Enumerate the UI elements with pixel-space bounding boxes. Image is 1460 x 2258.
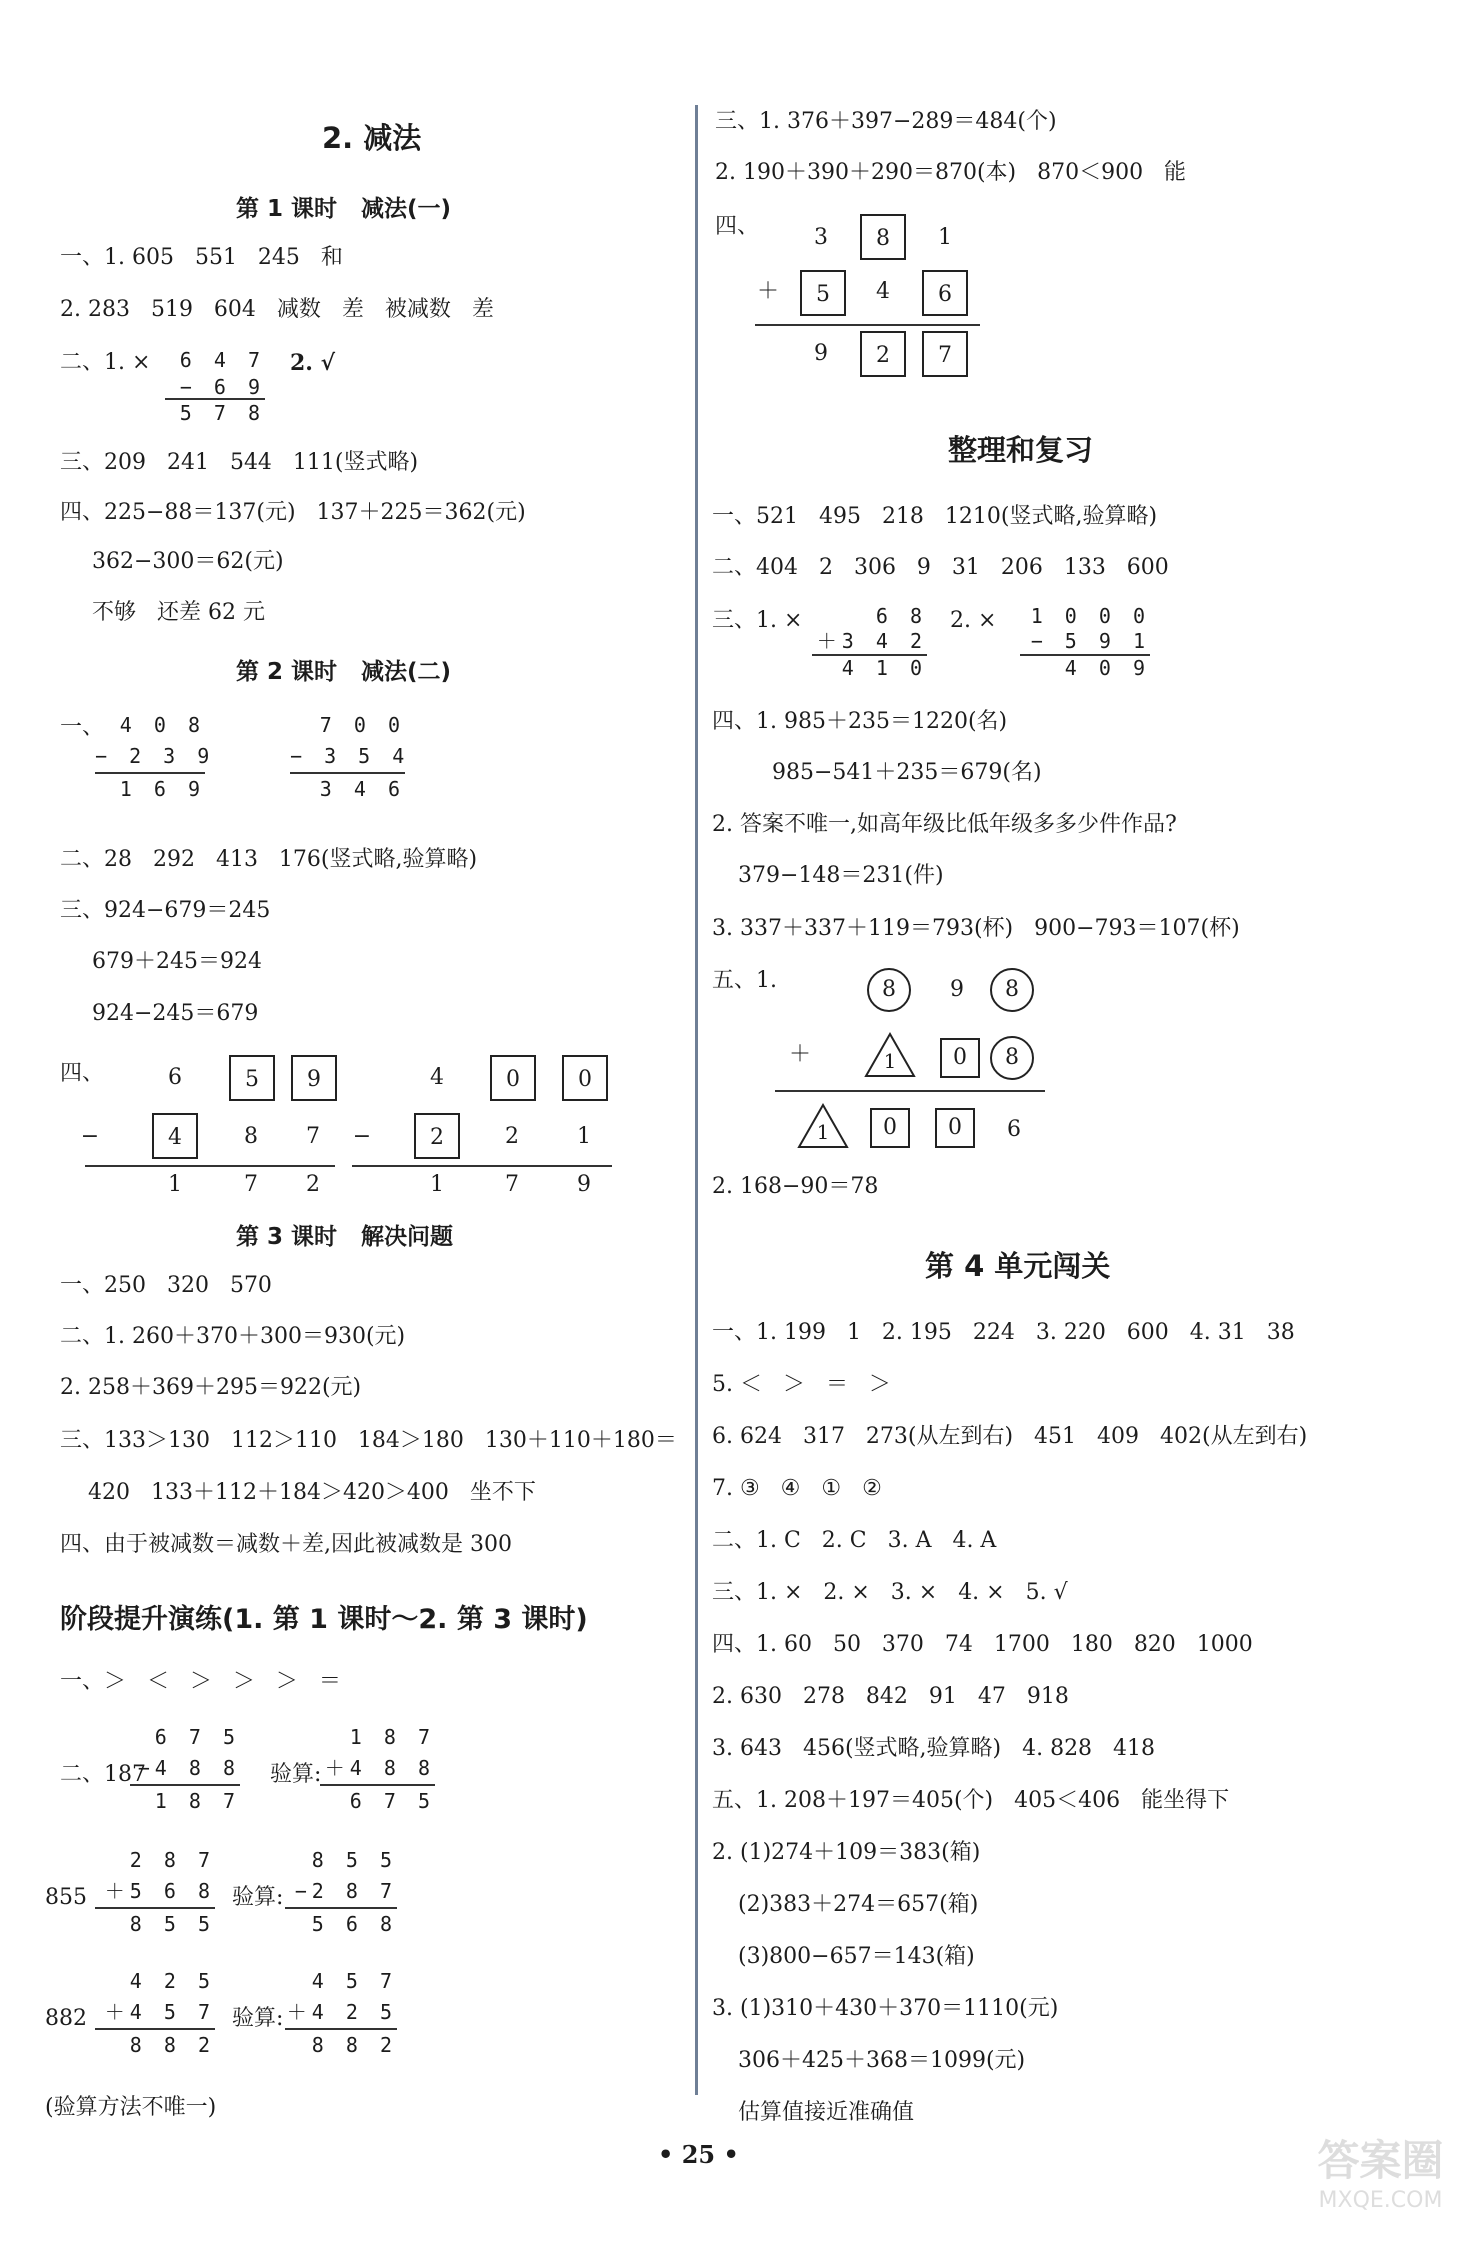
review-line9: 五、1. xyxy=(712,968,777,993)
lesson2-heading: 第 2 课时 减法(二) xyxy=(236,659,452,685)
lesson2-p1: 一、 xyxy=(60,715,105,740)
review-line2: 二、404 2 306 9 31 206 133 600 xyxy=(712,555,1169,580)
triangle-digit: 1 xyxy=(816,1120,830,1144)
answer-box: 5 xyxy=(229,1055,275,1101)
unit-line13: (3)800−657＝143(箱) xyxy=(738,1944,975,1969)
lesson1-line3a: 二、1. × xyxy=(60,350,151,375)
answer-box: 0 xyxy=(562,1055,608,1101)
lesson3-line2: 二、1. 260＋370＋300＝930(元) xyxy=(60,1324,406,1349)
puzzle-digit: 2 xyxy=(306,1172,320,1197)
right-p4: 四、 xyxy=(715,214,760,239)
calc-row: 1 8 7 xyxy=(349,1725,435,1749)
answer-box: 7 xyxy=(922,331,968,377)
calc-result: 5 7 8 xyxy=(165,398,265,426)
calc-row: − 6 9 xyxy=(179,375,265,399)
calc-result: 3 4 6 xyxy=(290,772,405,805)
puzzle-digit: 9 xyxy=(814,341,828,366)
watermark-logo: 答案圈 MXQE.COM xyxy=(1317,2136,1444,2213)
calc-result: 1 6 9 xyxy=(95,772,205,805)
check-label: 验算: xyxy=(232,1885,284,1910)
calc-row: − 2 3 9 xyxy=(95,744,215,768)
answer-box: 0 xyxy=(935,1108,975,1148)
vertical-calc xyxy=(95,1845,215,1940)
calc-row: 6 8 xyxy=(875,604,927,628)
lesson3-line6: 四、由于被减数＝减数＋差,因此被减数是 300 xyxy=(60,1532,512,1557)
stage-note: (验算方法不唯一) xyxy=(45,2095,217,2120)
calc-row: 2 8 7 xyxy=(129,1848,215,1872)
puzzle-digit: 3 xyxy=(814,225,828,250)
unit-line11: 2. (1)274＋109＝383(箱) xyxy=(712,1840,981,1865)
puzzle-digit: 7 xyxy=(306,1124,320,1149)
right-line2: 2. 190＋390＋290＝870(本) 870＜900 能 xyxy=(715,160,1187,185)
lesson1-line4: 三、209 241 544 111(竖式略) xyxy=(60,450,419,475)
lesson2-line3: 三、924−679＝245 xyxy=(60,898,271,923)
puzzle-digit: 9 xyxy=(950,977,964,1002)
answer-box: 0 xyxy=(490,1055,536,1101)
lesson1-line3b: 2. √ xyxy=(290,350,336,376)
answer-box: 4 xyxy=(152,1113,198,1159)
answer-box: 2 xyxy=(860,331,906,377)
puzzle-digit: 1 xyxy=(430,1172,444,1197)
calc-row: ＋3 4 2 xyxy=(816,629,927,653)
vertical-verify xyxy=(320,1722,435,1817)
unit-line7: 四、1. 60 50 370 74 1700 180 820 1000 xyxy=(712,1632,1253,1657)
unit-line15: 306＋425＋368＝1099(元) xyxy=(738,2048,1026,2073)
calc-row: ＋4 2 5 xyxy=(286,2000,397,2024)
unit-line9: 3. 643 456(竖式略,验算略) 4. 828 418 xyxy=(712,1736,1156,1761)
answer-box: 2 xyxy=(414,1113,460,1159)
lesson3-line1: 一、250 320 570 xyxy=(60,1273,272,1298)
answer-triangle xyxy=(864,1032,916,1078)
stage-row-label: 882 xyxy=(45,2006,87,2031)
vertical-calc-a xyxy=(95,710,215,805)
puzzle-rule xyxy=(755,324,980,326)
answer-box: 0 xyxy=(870,1108,910,1148)
calc-result: 1 8 7 xyxy=(130,1784,240,1817)
calc-row: ＋4 8 8 xyxy=(324,1756,435,1780)
right-line1: 三、1. 376＋397−289＝484(个) xyxy=(715,109,1057,134)
unit-line5: 二、1. C 2. C 3. A 4. A xyxy=(712,1528,997,1553)
unit-line14: 3. (1)310＋430＋370＝1110(元) xyxy=(712,1996,1059,2021)
lesson1-line7: 不够 还差 62 元 xyxy=(92,600,265,625)
puzzle-digit: 2 xyxy=(505,1124,519,1149)
operator: ＋ xyxy=(756,279,779,304)
answer-box: 9 xyxy=(291,1055,337,1101)
lesson1-line5: 四、225−88＝137(元) 137＋225＝362(元) xyxy=(60,500,526,525)
unit-line16: 估算值接近准确值 xyxy=(738,2100,915,2125)
lesson1-heading: 第 1 课时 减法(一) xyxy=(236,196,452,222)
answer-box: 0 xyxy=(940,1038,980,1078)
review-line1: 一、521 495 218 1210(竖式略,验算略) xyxy=(712,504,1158,529)
calc-row: 4 0 8 xyxy=(119,713,205,737)
answer-triangle xyxy=(797,1103,849,1149)
calc-row: 4 5 7 xyxy=(311,1969,397,1993)
unit-line2: 5. ＜ ＞ ＝ ＞ xyxy=(712,1372,891,1397)
lesson3-line4: 三、133＞130 112＞110 184＞180 130＋110＋180＝ xyxy=(60,1428,677,1453)
vertical-calc xyxy=(95,1966,215,2061)
check-label: 验算: xyxy=(270,1762,322,1787)
lesson2-line5: 924−245＝679 xyxy=(92,1001,259,1026)
answer-box: 6 xyxy=(922,270,968,316)
review-line5: 985−541＋235＝679(名) xyxy=(772,760,1042,785)
calc-row: ＋5 6 8 xyxy=(104,1879,215,1903)
lesson1-line6: 362−300＝62(元) xyxy=(92,549,284,574)
lesson2-line2: 二、28 292 413 176(竖式略,验算略) xyxy=(60,847,478,872)
calc-row: 8 5 5 xyxy=(311,1848,397,1872)
unit-line12: (2)383＋274＝657(箱) xyxy=(738,1892,979,1917)
puzzle-digit: 4 xyxy=(876,279,890,304)
unit-line1: 一、1. 199 1 2. 195 224 3. 220 600 4. 31 38 xyxy=(712,1320,1295,1345)
operator: ＋ xyxy=(788,1042,811,1067)
puzzle-digit: 1 xyxy=(577,1124,591,1149)
calc-row: 7 0 0 xyxy=(319,713,405,737)
review-line10: 2. 168−90＝78 xyxy=(712,1174,879,1199)
review-line3b: 2. × xyxy=(950,608,997,633)
calc-result: 5 6 8 xyxy=(285,1907,397,1940)
lesson3-heading: 第 3 课时 解决问题 xyxy=(236,1224,454,1250)
calc-result: 8 8 2 xyxy=(95,2028,215,2061)
puzzle-digit: 1 xyxy=(168,1172,182,1197)
puzzle-digit: 9 xyxy=(577,1172,591,1197)
triangle-digit: 1 xyxy=(883,1049,897,1073)
calc-row: 6 4 7 xyxy=(179,348,265,372)
vertical-calc xyxy=(1020,604,1150,681)
unit-line6: 三、1. × 2. × 3. × 4. × 5. √ xyxy=(712,1580,1068,1605)
lesson2-line4: 679＋245＝924 xyxy=(92,949,262,974)
vertical-calc xyxy=(130,1722,240,1817)
calc-result: 4 0 9 xyxy=(1020,654,1150,681)
calc-row: ＋4 5 7 xyxy=(104,2000,215,2024)
puzzle-digit: 6 xyxy=(1007,1117,1021,1142)
lesson1-line2: 2. 283 519 604 减数 差 被减数 差 xyxy=(60,297,494,322)
calc-result: 8 5 5 xyxy=(95,1907,215,1940)
vertical-calc xyxy=(812,604,927,681)
puzzle-digit: 1 xyxy=(938,225,952,250)
lesson1-line1: 一、1. 605 551 245 和 xyxy=(60,245,343,270)
calc-result: 6 7 5 xyxy=(320,1784,435,1817)
answer-circle: 8 xyxy=(867,968,911,1012)
vertical-calc-b xyxy=(290,710,410,805)
calc-row: −4 8 8 xyxy=(137,1756,240,1780)
unit-line10: 五、1. 208＋197＝405(个) 405＜406 能坐得下 xyxy=(712,1788,1230,1813)
review-line8: 3. 337＋337＋119＝793(杯) 900−793＝107(杯) xyxy=(712,916,1240,941)
review-line4: 四、1. 985＋235＝1220(名) xyxy=(712,709,1008,734)
calc-row: 4 2 5 xyxy=(129,1969,215,1993)
stage-line1: 一、＞ ＜ ＞ ＞ ＞ ＝ xyxy=(60,1669,341,1694)
calc-result: 8 8 2 xyxy=(285,2028,397,2061)
lesson3-line5: 420 133＋112＋184＞420＞400 坐不下 xyxy=(88,1480,536,1505)
puzzle-rule xyxy=(775,1090,1045,1092)
unit-heading: 第 4 单元闯关 xyxy=(925,1249,1111,1283)
vertical-verify xyxy=(285,1966,397,2061)
review-line3a: 三、1. × xyxy=(712,608,803,633)
operator: − xyxy=(352,1124,372,1149)
unit-line3: 6. 624 317 273(从左到右) 451 409 402(从左到右) xyxy=(712,1424,1308,1449)
answer-circle: 8 xyxy=(990,1036,1034,1080)
review-heading: 整理和复习 xyxy=(948,433,1094,467)
answer-box: 5 xyxy=(800,270,846,316)
puzzle-digit: 4 xyxy=(430,1065,444,1090)
stage-row-label: 二、187 xyxy=(60,1762,146,1787)
unit-line8: 2. 630 278 842 91 47 918 xyxy=(712,1684,1069,1709)
column-divider xyxy=(695,105,698,2095)
calc-result: 4 1 0 xyxy=(812,654,927,681)
operator: − xyxy=(80,1124,100,1149)
unit-line4: 7. ③ ④ ① ② xyxy=(712,1476,882,1501)
puzzle-digit: 8 xyxy=(244,1124,258,1149)
stage-heading: 阶段提升演练(1. 第 1 课时～2. 第 3 课时) xyxy=(60,1604,588,1635)
review-line6: 2. 答案不唯一,如高年级比低年级多多少件作品? xyxy=(712,812,1177,837)
review-line7: 379−148＝231(件) xyxy=(738,863,944,888)
stage-row-label: 855 xyxy=(45,1885,87,1910)
calc-row: − 3 5 4 xyxy=(290,744,410,768)
puzzle-digit: 7 xyxy=(244,1172,258,1197)
answer-box: 8 xyxy=(860,214,906,260)
page-number: • 25 • xyxy=(658,2140,739,2169)
answer-circle: 8 xyxy=(990,968,1034,1012)
vertical-verify xyxy=(285,1845,397,1940)
calc-row: − 5 9 1 xyxy=(1030,629,1150,653)
lesson2-p4: 四、 xyxy=(60,1061,105,1086)
calc-row: 1 0 0 0 xyxy=(1030,604,1150,628)
check-label: 验算: xyxy=(232,2006,284,2031)
calc-row: −2 8 7 xyxy=(294,1879,397,1903)
puzzle-digit: 6 xyxy=(168,1065,182,1090)
puzzle-digit: 7 xyxy=(505,1172,519,1197)
vertical-calc xyxy=(165,345,265,426)
calc-row: 6 7 5 xyxy=(154,1725,240,1749)
section-title: 2. 减法 xyxy=(322,121,422,155)
lesson3-line3: 2. 258＋369＋295＝922(元) xyxy=(60,1375,362,1400)
